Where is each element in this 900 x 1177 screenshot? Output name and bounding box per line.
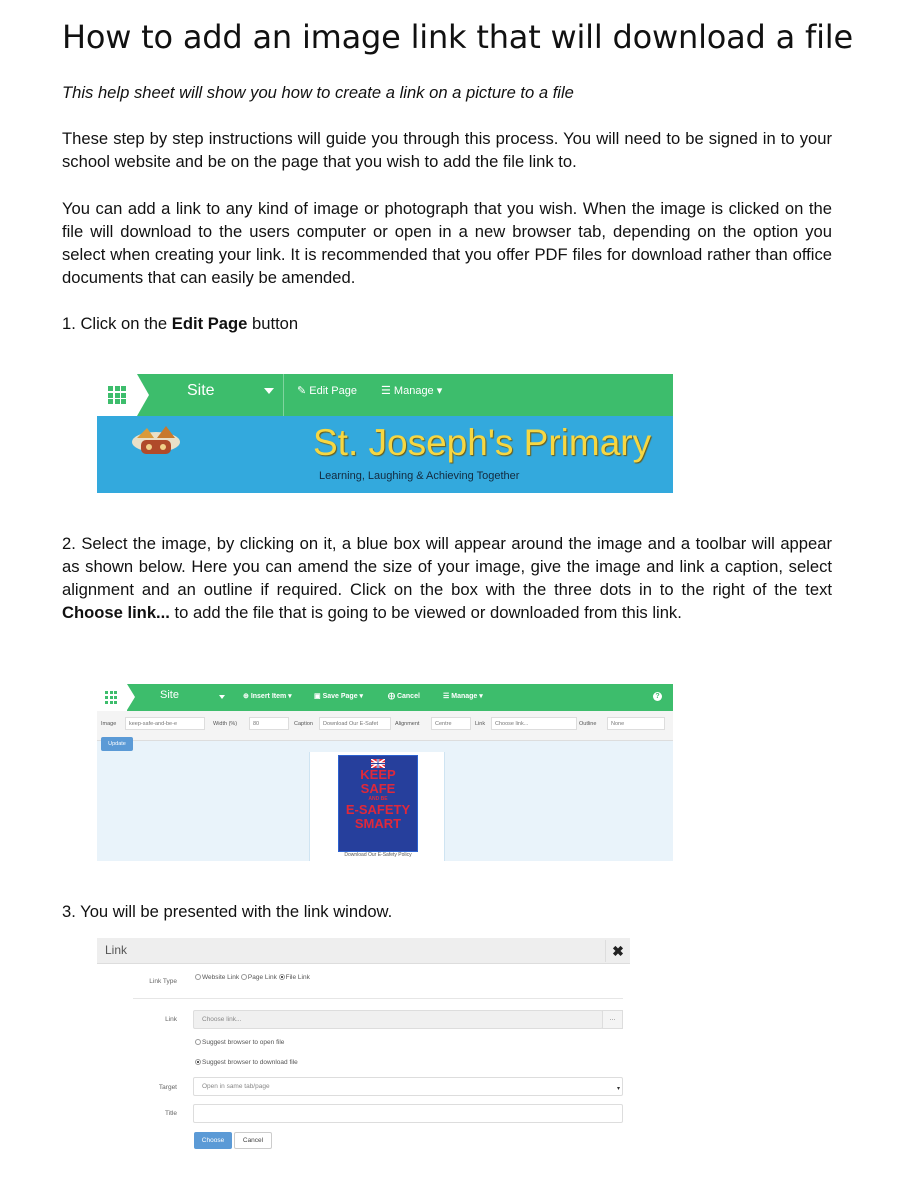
toolbar-divider [283, 374, 284, 416]
image-field[interactable]: keep-safe-and-be-e [125, 717, 205, 730]
link-dialog-header [97, 938, 630, 964]
caption-label: Caption [294, 721, 313, 727]
step-2-text-a: 2. Select the image, by clicking on it, a blue box will appear around the image and a toolbar will appear as shown below. Here you can amend the size of your image, give the image and link a caption, select alignment and an outline if required. Click on the box with the three dots in to the right of the text [62, 534, 832, 599]
link-type-options [195, 974, 310, 981]
page-content-area [309, 752, 445, 861]
save-page-menu[interactable]: ▣ Save Page ▾ [314, 693, 364, 700]
cancel-button[interactable]: Cancel [234, 1132, 272, 1149]
caret-down-icon[interactable] [264, 388, 274, 394]
link-field[interactable]: Choose link... [491, 717, 577, 730]
caption-field[interactable]: Download Our E-Safet [319, 717, 391, 730]
download-file-option[interactable] [195, 1059, 298, 1066]
divider [133, 998, 623, 999]
radio-icon[interactable] [279, 974, 285, 980]
close-icon[interactable]: ✖ [605, 940, 630, 962]
step-2-text-b: to add the file that is going to be viewed or downloaded from this link. [169, 603, 682, 622]
menu-icon: ☰ [381, 385, 394, 397]
manage-menu[interactable] [381, 384, 442, 397]
step-1-text [62, 312, 832, 335]
link-type-label: Link Type [149, 978, 177, 985]
link-window-screenshot [97, 934, 630, 1156]
outline-label: Outline [579, 721, 597, 727]
edit-page-label: Edit Page [309, 385, 357, 397]
dropdown-caret-icon: ▾ [617, 1086, 621, 1092]
step-2-bold: Choose link... [62, 603, 170, 622]
page-title: How to add an image link that will download a file [62, 18, 853, 56]
apps-grid-icon[interactable] [97, 374, 137, 416]
step-1-bold: Edit Page [171, 314, 248, 333]
intro-paragraph-2: You can add a link to any kind of image or photograph that you wish. When the image is clicked on the file will download to the users computer or open in a new browser tab, depending on the option you select when creating your link. It is recommended that you offer PDF files for download rather than office documents that can easily be amended. [62, 199, 832, 287]
admin-toolbar [97, 374, 673, 416]
help-icon[interactable]: ? [653, 692, 662, 701]
poster-line: AND BE [368, 796, 388, 802]
website-link-option[interactable]: Website Link [202, 974, 240, 981]
manage-label: Manage [393, 385, 434, 397]
open-file-option[interactable] [195, 1039, 284, 1046]
school-tagline: Learning, Laughing & Achieving Together [319, 470, 520, 482]
poster-line: SAFE [360, 781, 396, 796]
alignment-label: Alignment [395, 721, 420, 727]
poster-line: KEEP [360, 767, 396, 782]
poster-line: SMART [354, 816, 402, 831]
link-label: Link [475, 721, 486, 727]
admin-toolbar [97, 684, 673, 711]
radio-icon[interactable] [195, 1059, 201, 1065]
subtitle: This help sheet will show you how to create a link on a picture to a file [62, 83, 574, 102]
link-label: Link [165, 1016, 177, 1023]
image-caption: Download Our E-Safety Policy [344, 852, 412, 858]
caret-down-icon[interactable] [219, 695, 225, 699]
width-select[interactable]: 80 [249, 717, 289, 730]
edit-page-screenshot [97, 374, 673, 493]
radio-icon[interactable] [195, 1039, 201, 1045]
radio-icon[interactable] [195, 974, 201, 980]
title-input[interactable] [193, 1104, 623, 1123]
edit-icon: ✎ [297, 385, 310, 397]
target-select[interactable]: Open in same tab/page [193, 1077, 623, 1096]
width-label: Width (%) [213, 721, 238, 727]
update-button[interactable]: Update [101, 737, 133, 751]
title-label: Title [164, 1110, 177, 1117]
choose-link-input[interactable]: Choose link... [193, 1010, 603, 1029]
site-menu-label[interactable]: Site [187, 382, 215, 399]
file-link-option[interactable]: File Link [285, 974, 310, 981]
page-link-option[interactable]: Page Link [247, 974, 277, 981]
school-logo [127, 420, 185, 460]
manage-menu[interactable]: ☰ Manage ▾ [443, 693, 483, 700]
alignment-select[interactable]: Centre [431, 717, 471, 730]
step-2-text [62, 532, 832, 624]
download-file-option-label: Suggest browser to download file [202, 1059, 298, 1066]
radio-icon[interactable] [241, 974, 247, 980]
step-3-text: 3. You will be presented with the link window. [62, 902, 393, 921]
image-label: Image [101, 721, 117, 727]
site-menu-label[interactable]: Site [160, 689, 179, 701]
edit-page-button[interactable] [297, 384, 357, 397]
image-toolbar-screenshot [97, 684, 673, 861]
caret-down-icon: ▾ [433, 385, 443, 397]
image-properties-toolbar [97, 711, 673, 741]
step-1-suffix: button [247, 314, 299, 333]
intro-paragraph: These step by step instructions will guide you through this process. You will need to be signed in to your school website and be on the page that you wish to add the file link to. [62, 129, 832, 171]
insert-item-menu[interactable]: ⊕ Insert Item ▾ [243, 693, 292, 700]
apps-grid-icon[interactable] [97, 684, 127, 711]
school-name: St. Joseph's Primary [313, 422, 652, 463]
target-label: Target [158, 1084, 177, 1091]
esafety-poster-image[interactable] [338, 755, 418, 852]
step-1-prefix: 1. Click on the [62, 314, 172, 333]
choose-button[interactable]: Choose [194, 1132, 232, 1149]
poster-line: E-SAFETY [345, 802, 411, 817]
outline-select[interactable]: None [607, 717, 665, 730]
open-file-option-label: Suggest browser to open file [202, 1039, 285, 1046]
link-dialog-title: Link [105, 943, 128, 957]
browse-dots-button[interactable]: ... [602, 1010, 623, 1029]
cancel-button[interactable]: ⨁ Cancel [388, 693, 420, 700]
